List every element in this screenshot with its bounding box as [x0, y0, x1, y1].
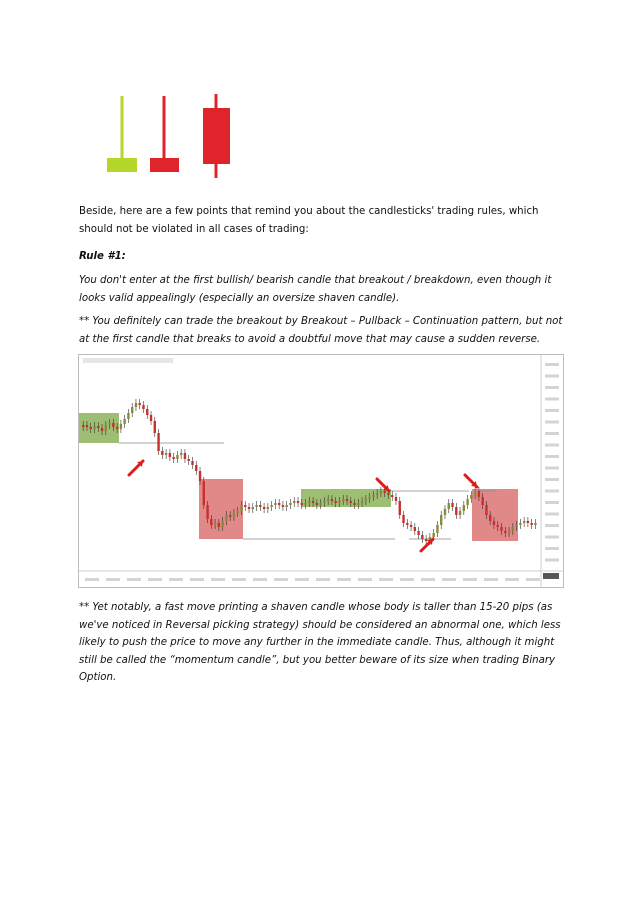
rule-heading: Rule #1: — [79, 251, 126, 262]
candle-body — [372, 495, 374, 497]
candle-body — [248, 507, 250, 509]
time-tick — [232, 578, 246, 581]
candle-body — [90, 427, 92, 429]
price-tick — [545, 467, 559, 470]
candle-body — [154, 421, 156, 433]
candle-body — [252, 507, 254, 509]
candle-body — [184, 453, 186, 459]
time-tick — [85, 578, 99, 581]
candle-body — [478, 491, 480, 497]
candle-body — [244, 505, 246, 507]
candle-body — [301, 503, 303, 505]
candle-body — [444, 509, 446, 515]
candle-body — [165, 453, 167, 455]
price-tick — [545, 375, 559, 378]
candle-illustration — [100, 92, 240, 180]
time-tick — [484, 578, 498, 581]
current-price-marker — [543, 573, 559, 579]
candle-body — [312, 501, 314, 503]
candle-body — [410, 525, 412, 527]
candle-body — [131, 407, 133, 413]
candle-body — [263, 507, 265, 509]
candle-body — [380, 491, 382, 493]
time-tick — [442, 578, 456, 581]
intro-paragraph: Beside, here are a few points that remind you about the candlesticks' trading rules, which should not be violated in all cases of trading: — [79, 206, 539, 235]
candle-body — [210, 519, 212, 525]
time-tick — [106, 578, 120, 581]
time-tick — [316, 578, 330, 581]
price-tick — [545, 559, 559, 562]
candle-body — [466, 499, 468, 505]
candle-body — [229, 515, 231, 517]
candle-body — [489, 515, 491, 521]
candle-body — [504, 531, 506, 533]
candle-body — [237, 511, 239, 513]
price-tick — [545, 524, 559, 527]
candle-body — [93, 426, 95, 429]
candle-body — [357, 503, 359, 505]
candle-body — [282, 505, 284, 507]
time-tick — [421, 578, 435, 581]
price-tick — [545, 455, 559, 458]
candle-body — [259, 505, 261, 507]
candle-body — [399, 501, 401, 515]
candle-body — [530, 523, 532, 525]
candle-body — [383, 491, 385, 493]
price-tick — [545, 363, 559, 366]
time-tick — [358, 578, 372, 581]
candle-body — [523, 521, 525, 523]
candle-body — [331, 499, 333, 501]
time-tick — [400, 578, 414, 581]
candle-body — [218, 523, 220, 527]
candle-body — [368, 497, 370, 499]
note-paragraph-1: ** You definitely can trade the breakout by Breakout – Pullback – Continuation pattern, but not at the first candle that breaks to avoid a doubtful move that may cause a sudden reverse. — [79, 316, 563, 345]
candle-body — [515, 525, 517, 527]
candle-body — [451, 503, 453, 507]
candle-body — [338, 501, 340, 503]
price-tick — [545, 501, 559, 504]
price-tick — [545, 409, 559, 412]
candle-body — [297, 501, 299, 503]
candle-body — [440, 515, 442, 525]
price-tick — [545, 513, 559, 516]
candle-body — [432, 533, 434, 537]
candle-body — [459, 511, 461, 515]
candle-body — [414, 527, 416, 531]
green-candle-body — [107, 158, 137, 172]
candle-body — [319, 503, 321, 505]
candle-body — [470, 495, 472, 499]
time-tick — [379, 578, 393, 581]
time-tick — [211, 578, 225, 581]
rule-text: You don't enter at the first bullish/ bearish candle that breakout / breakdown, even though it looks valid appealingly (especially an oversize shaven candle). — [79, 275, 552, 304]
candle-body — [323, 501, 325, 503]
candle-body — [500, 527, 502, 531]
big-red-candle-body — [203, 108, 230, 164]
candle-body — [436, 525, 438, 533]
candle-body — [188, 459, 190, 461]
price-tick — [545, 398, 559, 401]
candle-body — [203, 481, 205, 505]
candle-body — [519, 523, 521, 525]
time-tick — [169, 578, 183, 581]
candle-body — [150, 415, 152, 421]
chart-canvas — [79, 355, 563, 587]
time-tick — [148, 578, 162, 581]
candle-body — [176, 455, 178, 459]
candle-body — [214, 523, 216, 525]
time-tick — [274, 578, 288, 581]
candle-body — [512, 527, 514, 531]
candle-body — [123, 419, 125, 424]
candle-body — [274, 503, 276, 505]
candle-body — [180, 453, 182, 455]
candle-body — [402, 515, 404, 523]
candle-body — [270, 505, 272, 507]
candle-body — [293, 501, 295, 503]
price-tick — [545, 421, 559, 424]
candle-body — [108, 423, 110, 425]
candle-body — [135, 403, 137, 407]
candle-body — [172, 457, 174, 459]
price-tick — [545, 386, 559, 389]
candle-body — [97, 426, 99, 428]
candle-body — [289, 503, 291, 505]
candle-body — [139, 403, 141, 405]
candle-body — [395, 497, 397, 501]
candle-body — [485, 505, 487, 515]
candle-body — [82, 425, 84, 427]
time-tick — [127, 578, 141, 581]
candle-body — [308, 501, 310, 503]
time-tick — [463, 578, 477, 581]
candle-body — [421, 535, 423, 539]
candle-body — [497, 525, 499, 527]
candle-body — [353, 503, 355, 505]
note-paragraph-2: ** Yet notably, a fast move printing a shaven candle whose body is taller than 15-20 pips (as we've noticed in Reversal picking strategy) should be considered an abnormal one, which less likely to push the price to move any further in the immediate candle. Thus, although it might still be called the “momentum candle”, but you better beware of its size when trading Binary Option. — [79, 602, 561, 683]
red-zone — [199, 479, 243, 539]
price-tick — [545, 490, 559, 493]
candle-body — [225, 515, 227, 521]
candle-body — [286, 505, 288, 507]
candle-body — [120, 424, 122, 429]
candle-body — [267, 507, 269, 509]
red-candle-body — [150, 158, 179, 172]
candle-body — [346, 499, 348, 501]
candle-body — [221, 521, 223, 527]
price-tick — [545, 444, 559, 447]
candle-body — [191, 461, 193, 465]
candle-body — [112, 423, 114, 427]
candle-body — [304, 503, 306, 505]
candle-body — [342, 499, 344, 501]
candle-body — [376, 493, 378, 495]
candle-body — [327, 499, 329, 501]
candle-body — [361, 501, 363, 503]
time-tick — [295, 578, 309, 581]
candle-body — [255, 505, 257, 507]
candle-body — [350, 501, 352, 503]
candle-body — [455, 507, 457, 515]
price-tick — [545, 478, 559, 481]
candle-body — [508, 531, 510, 533]
price-tick — [545, 547, 559, 550]
candle-body — [86, 425, 88, 427]
candle-body — [157, 433, 159, 451]
chart-header-strip — [83, 358, 173, 363]
candle-body — [146, 409, 148, 415]
candle-body — [474, 491, 476, 495]
candle-body — [142, 405, 144, 409]
candle-body — [105, 425, 107, 431]
time-tick — [505, 578, 519, 581]
candle-body — [365, 499, 367, 501]
candle-body — [493, 521, 495, 525]
price-tick — [545, 536, 559, 539]
candle-body — [481, 497, 483, 505]
candle-body — [127, 413, 129, 419]
candle-body — [233, 513, 235, 517]
candle-body — [417, 531, 419, 535]
candle-body — [387, 493, 389, 495]
candle-body — [425, 539, 427, 541]
candle-body — [448, 503, 450, 509]
candle-body — [391, 495, 393, 497]
candlestick-chart-screenshot — [78, 354, 564, 588]
candle-body — [316, 503, 318, 505]
candle-body — [116, 427, 118, 429]
candle-body — [101, 428, 103, 431]
price-tick — [545, 432, 559, 435]
candle-body — [169, 453, 171, 457]
candle-body — [240, 505, 242, 511]
candle-body — [206, 505, 208, 519]
green-zone — [301, 489, 391, 507]
time-tick — [526, 578, 540, 581]
candle-body — [334, 501, 336, 503]
time-tick — [253, 578, 267, 581]
candle-body — [199, 471, 201, 481]
candle-body — [406, 523, 408, 525]
candle-body — [534, 523, 536, 525]
candle-body — [463, 505, 465, 511]
candle-body — [161, 451, 163, 455]
candle-body — [527, 521, 529, 523]
candle-body — [278, 503, 280, 505]
time-tick — [337, 578, 351, 581]
time-tick — [190, 578, 204, 581]
candle-body — [195, 465, 197, 471]
